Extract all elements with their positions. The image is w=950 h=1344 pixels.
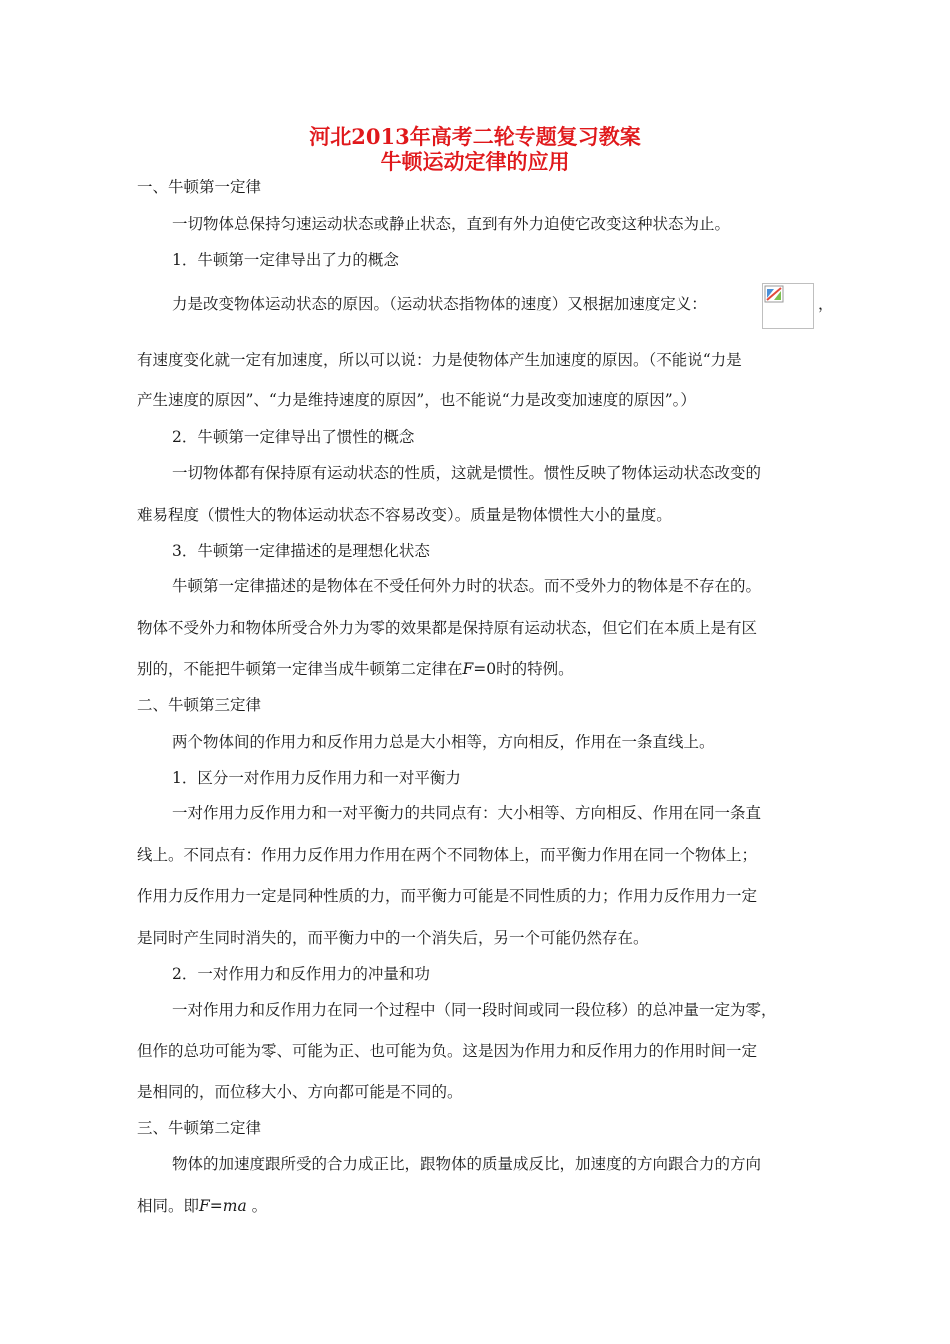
subheading: 2．牛顿第一定律导出了惯性的概念 <box>172 428 415 446</box>
section-heading-2: 二、牛顿第三定律 <box>137 696 262 714</box>
paragraph-line: 牛顿第一定律描述的是物体在不受任何外力时的状态。而不受外力的物体是不存在的。 <box>172 577 762 595</box>
paragraph-line: 作用力反作用力一定是同种性质的力，而平衡力可能是不同性质的力；作用力反作用力一定 <box>137 887 758 905</box>
paragraph-line: 产生速度的原因”、“力是维持速度的原因”，也不能说“力是改变加速度的原因”。） <box>137 391 696 409</box>
paragraph-line: 但作的总功可能为零、可能为正、也可能为负。这是因为作用力和反作用力的作用时间一定 <box>137 1042 758 1060</box>
subheading: 2．一对作用力和反作用力的冲量和功 <box>172 965 430 983</box>
paragraph-line <box>137 1195 267 1217</box>
formula-image <box>762 283 814 329</box>
paragraph-line: 力是改变物体运动状态的原因。（运动状态指物体的速度）又根据加速度定义： <box>172 295 707 313</box>
paragraph-line: 难易程度（惯性大的物体运动状态不容易改变）。质量是物体惯性大小的量度。 <box>137 506 672 524</box>
paragraph-line <box>137 658 574 680</box>
broken-image-icon <box>764 285 784 303</box>
text-run: 别的，不能把牛顿第一定律当成牛顿第二定律在 <box>137 660 463 678</box>
paragraph: 一切物体总保持匀速运动状态或静止状态，直到有外力迫使它改变这种状态为止。 <box>172 215 731 233</box>
subheading: 1．区分一对作用力反作用力和一对平衡力 <box>172 769 461 787</box>
paragraph-line: 物体的加速度跟所受的合力成正比，跟物体的质量成反比，加速度的方向跟合力的方向 <box>172 1155 762 1173</box>
text-run: =0时的特例。 <box>473 660 574 678</box>
paragraph-line: 物体不受外力和物体所受合外力为零的效果都是保持原有运动状态，但它们在本质上是有区 <box>137 619 758 637</box>
paragraph-line: 一对作用力反作用力和一对平衡力的共同点有：大小相等、方向相反、作用在同一条直 <box>172 804 762 822</box>
paragraph-line: 一切物体都有保持原有运动状态的性质，这就是惯性。惯性反映了物体运动状态改变的 <box>172 464 762 482</box>
section-heading-1: 一、牛顿第一定律 <box>137 178 262 196</box>
subheading: 1．牛顿第一定律导出了力的概念 <box>172 251 399 269</box>
document-title: 河北2013年高考二轮专题复习教案 <box>309 124 641 149</box>
document-subtitle: 牛顿运动定律的应用 <box>380 149 570 174</box>
punctuation: ， <box>818 295 834 313</box>
paragraph-line: 是相同的，而位移大小、方向都可能是不同的。 <box>137 1083 463 1101</box>
paragraph-line: 一对作用力和反作用力在同一个过程中（同一段时间或同一段位移）的总冲量一定为零， <box>172 1001 777 1019</box>
paragraph: 两个物体间的作用力和反作用力总是大小相等，方向相反，作用在一条直线上。 <box>172 733 715 751</box>
variable-f: F <box>462 660 474 678</box>
paragraph-line: 是同时产生同时消失的，而平衡力中的一个消失后，另一个可能仍然存在。 <box>137 929 649 947</box>
paragraph-line: 线上。不同点有：作用力反作用力作用在两个不同物体上，而平衡力作用在同一个物体上； <box>137 846 758 864</box>
text-run: 相同。即 <box>137 1197 200 1215</box>
paragraph-line: 有速度变化就一定有加速度，所以可以说：力是使物体产生加速度的原因。（不能说“力是 <box>137 351 742 369</box>
text-run: 。 <box>251 1197 268 1215</box>
subheading: 3．牛顿第一定律描述的是理想化状态 <box>172 542 430 560</box>
formula-fma: F=ma <box>199 1197 247 1215</box>
section-heading-3: 三、牛顿第二定律 <box>137 1119 262 1137</box>
